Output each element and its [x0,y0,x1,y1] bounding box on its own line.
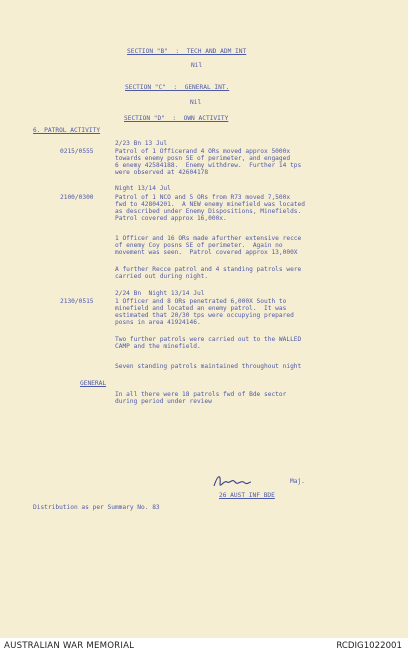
handwritten-signature [212,470,252,492]
footer-archive-name: AUSTRALIAN WAR MEMORIAL [4,641,135,651]
entry-text: Patrol of 1 NCO and 5 ORs from R73 moved 7,500x fwd to 42804201. A NEW enemy minefield was located as described under Enemy Dispositions, Minefields. Patrol covered approx 16,000x. [115,194,305,222]
signature-unit: 26 AUST INF BDE [219,492,275,499]
entry-time: 2100/0300 [60,194,94,201]
archive-footer [0,638,408,654]
entry-text: A further Recce patrol and 4 standing patrols were carried out during night. [115,266,302,280]
signature-rank: Maj. [290,478,305,485]
general-text: In all there were 18 patrols fwd of Bde sector during period under review [115,391,287,405]
entry-unit-date: 2/24 Bn Night 13/14 Jul [115,290,205,297]
section-c-title: SECTION "C" : GENERAL INT. [125,84,230,91]
section-d-title: SECTION "D" : OWN ACTIVITY [124,115,229,122]
entry-time: 0215/0555 [60,148,94,155]
footer-record-id: RCDIG1022001 [336,641,402,651]
entry-text: 1 Officer and 8 ORs penetrated 6,000X South to minefield and located an enemy patrol. It was estimated that 20/30 tps were occupying prepared posns in area 41924146. [115,298,294,326]
patrol-activity-heading: 6. PATROL ACTIVITY [33,127,101,134]
entry-night-date: Night 13/14 Jul [115,185,171,192]
section-b-title: SECTION "B" : TECH AND ADM INT [127,48,247,55]
entry-unit-date: 2/23 Bn 13 Jul [115,140,168,147]
section-b-body: Nil [191,62,203,69]
distribution-line: Distribution as per Summary No. 83 [33,504,160,511]
entry-text: Seven standing patrols maintained throughout night [115,363,302,370]
entry-text: Two further patrols were carried out to the WALLED CAMP and the minefield. [115,336,302,350]
section-c-body: Nil [190,99,202,106]
entry-text: 1 Officer and 16 ORs made afurther extensive recce of enemy Coy posns SE of perimeter. Again no movement was seen. Patrol covered approx 13,000X [115,235,302,256]
entry-time: 2130/0515 [60,298,94,305]
entry-text: Patrol of 1 Officerand 4 ORs moved approx 5000x towards enemy posn SE of perimeter, and engaged 6 enemy 42584188. Enemy withdrew. Further 14 tps were observed at 42604178 [115,148,302,176]
general-heading: GENERAL [80,380,107,387]
